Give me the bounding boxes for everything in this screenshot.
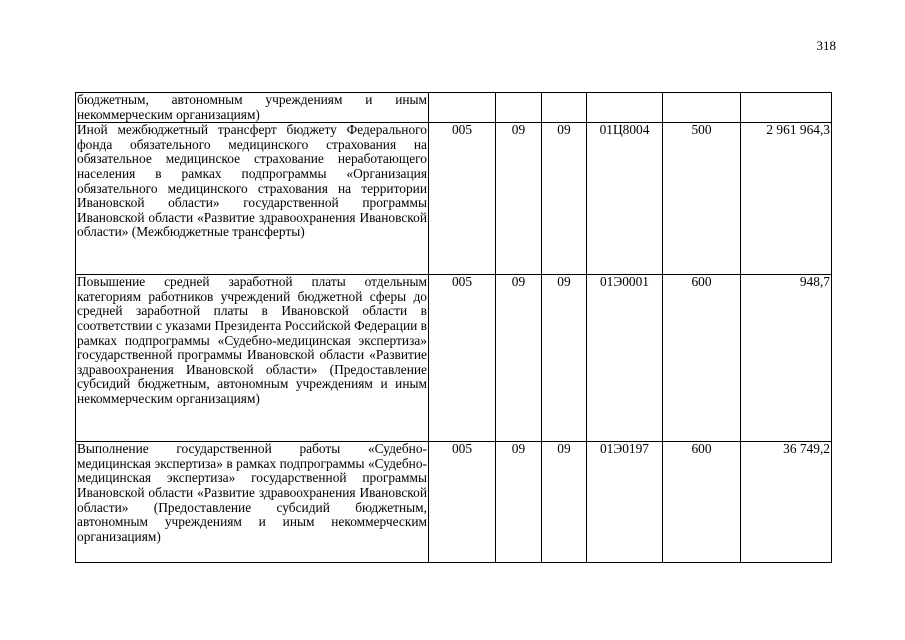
page-number: 318 xyxy=(816,38,836,53)
subsection-code: 09 xyxy=(542,123,587,275)
subsection-code: 09 xyxy=(542,442,587,563)
amount-value xyxy=(741,93,832,123)
subsection-code: 09 xyxy=(542,275,587,442)
row-description: бюджетным, автономным учреждениям и иным некоммерческим организациям) xyxy=(77,92,427,122)
section-code: 09 xyxy=(496,123,542,275)
amount-value: 2 961 964,3 xyxy=(741,123,832,275)
expense-type-code: 500 xyxy=(663,123,741,275)
expense-type-code: 600 xyxy=(663,275,741,442)
target-article-code xyxy=(587,93,663,123)
ministry-code: 005 xyxy=(429,123,496,275)
section-code: 09 xyxy=(496,275,542,442)
row-description: Повышение средней заработной платы отдельным категориям работников учреждений бюджетной сферы до средней заработной платы в Ивановской области в соответствии с указами Президента Российской Федерации в рамках подпрограммы «Судебно-медицинская экспертиза» государственной программы Ивановской области «Развитие здравоохранения Ивановской области» (Предоставление субсидий бюджетным, автономным учреждениям и иным некоммерческим организациям) xyxy=(76,275,429,442)
table-row xyxy=(76,123,832,275)
ministry-code: 005 xyxy=(429,442,496,563)
budget-table xyxy=(75,92,832,563)
table-row xyxy=(76,442,832,563)
ministry-code xyxy=(429,93,496,123)
target-article-code: 01Э0001 xyxy=(587,275,663,442)
table-row xyxy=(76,275,832,442)
expense-type-code: 600 xyxy=(663,442,741,563)
row-description: Иной межбюджетный трансферт бюджету Федерального фонда обязательного медицинского страхования на обязательное медицинское страхование неработающего населения в рамках подпрограммы «Организация обязательного медицинского страхования на территории Ивановской области» государственной программы Ивановской области «Развитие здравоохранения Ивановской области» (Межбюджетные трансферты) xyxy=(76,123,429,275)
table-row xyxy=(76,93,832,123)
target-article-code: 01Э0197 xyxy=(587,442,663,563)
target-article-code: 01Ц8004 xyxy=(587,123,663,275)
subsection-code xyxy=(542,93,587,123)
section-code xyxy=(496,93,542,123)
section-code: 09 xyxy=(496,442,542,563)
amount-value: 36 749,2 xyxy=(741,442,832,563)
expense-type-code xyxy=(663,93,741,123)
row-description: Выполнение государственной работы «Судебно-медицинская экспертиза» в рамках подпрограммы «Судебно-медицинская экспертиза» государственной программы Ивановской области «Развитие здравоохранения Ивановской области» (Предоставление субсидий бюджетным, автономным учреждениям и иным некоммерческим организациям) xyxy=(76,442,429,563)
ministry-code: 005 xyxy=(429,275,496,442)
amount-value: 948,7 xyxy=(741,275,832,442)
